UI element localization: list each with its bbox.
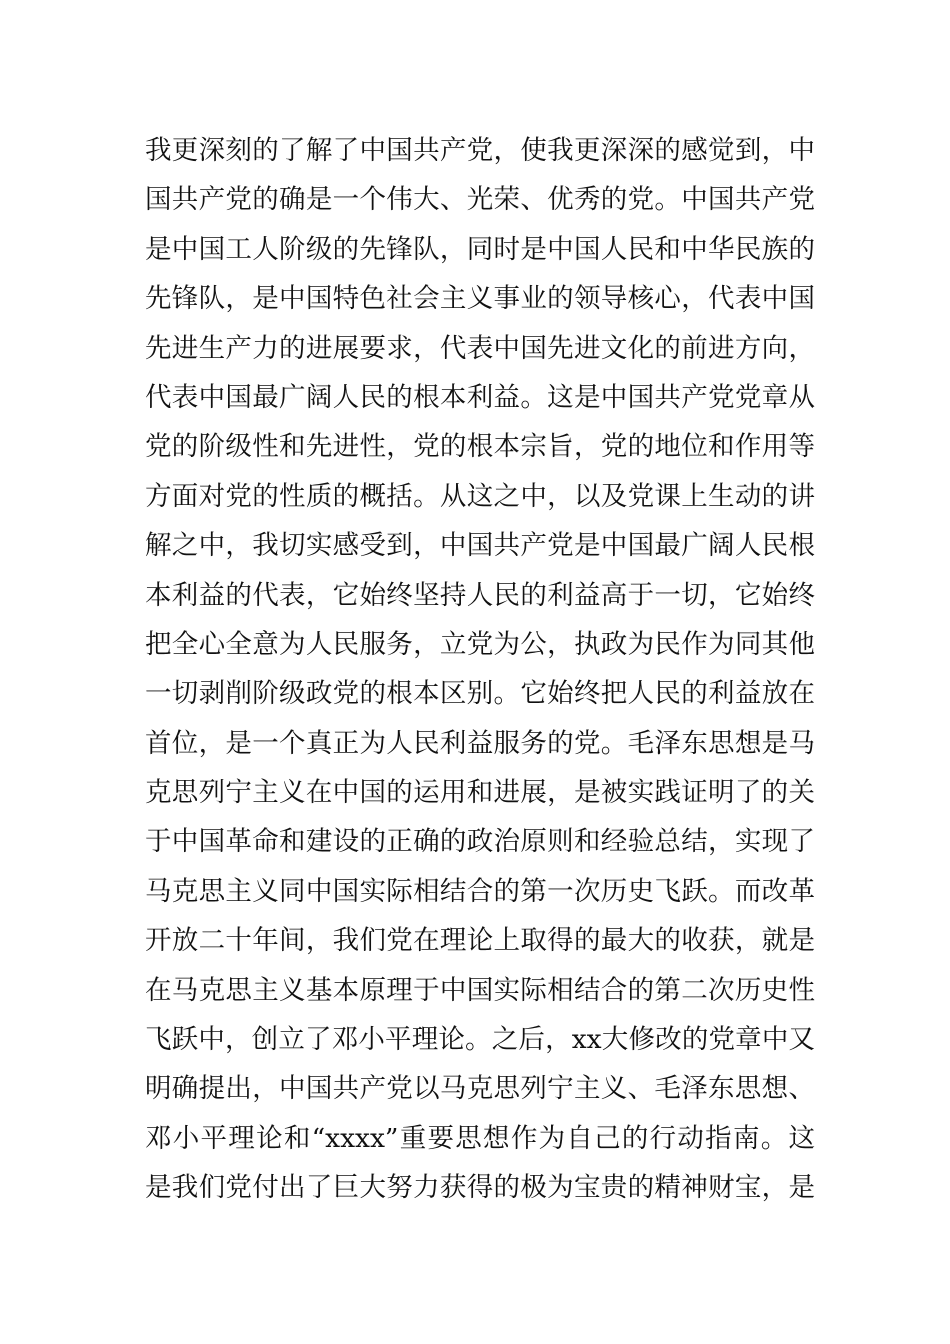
text-line: 飞跃中，创立了邓小平理论。之后，xx大修改的党章中又 [145, 1024, 815, 1056]
text-line: 在马克思主义基本原理于中国实际相结合的第二次历史性 [145, 974, 815, 1006]
text-line: 邓小平理论和“xxxx”重要思想作为自己的行动指南。这 [145, 1122, 815, 1154]
text-line: 先锋队，是中国特色社会主义事业的领导核心，代表中国 [145, 283, 815, 315]
text-line: 先进生产力的进展要求，代表中国先进文化的前进方向， [145, 332, 815, 364]
text-line: 是中国工人阶级的先锋队，同时是中国人民和中华民族的 [145, 233, 815, 265]
text-line: 一切剥削阶级政党的根本区别。它始终把人民的利益放在 [145, 678, 815, 710]
text-line: 代表中国最广阔人民的根本利益。这是中国共产党党章从 [145, 381, 815, 413]
text-line: 明确提出，中国共产党以马克思列宁主义、毛泽东思想、 [145, 1073, 815, 1105]
text-line: 于中国革命和建设的正确的政治原则和经验总结，实现了 [145, 826, 815, 858]
text-line: 开放二十年间，我们党在理论上取得的最大的收获，就是 [145, 925, 815, 957]
text-line: 党的阶级性和先进性，党的根本宗旨，党的地位和作用等 [145, 431, 815, 463]
text-line: 方面对党的性质的概括。从这之中，以及党课上生动的讲 [145, 480, 815, 512]
text-line: 解之中，我切实感受到，中国共产党是中国最广阔人民根 [145, 530, 815, 562]
text-line: 把全心全意为人民服务，立党为公，执政为民作为同其他 [145, 628, 815, 660]
text-line: 我更深刻的了解了中国共产党，使我更深深的感觉到，中 [145, 135, 815, 166]
text-line: 马克思主义同中国实际相结合的第一次历史飞跃。而改革 [145, 875, 815, 907]
text-line: 本利益的代表，它始终坚持人民的利益高于一切，它始终 [145, 579, 815, 611]
text-line: 首位，是一个真正为人民利益服务的党。毛泽东思想是马 [145, 727, 815, 759]
text-line: 是我们党付出了巨大努力获得的极为宝贵的精神财宝，是 [145, 1172, 815, 1204]
text-line: 克思列宁主义在中国的运用和进展，是被实践证明了的关 [145, 777, 815, 809]
text-line: 国共产党的确是一个伟大、光荣、优秀的党。中国共产党 [145, 184, 815, 216]
body-text [145, 126, 815, 1213]
